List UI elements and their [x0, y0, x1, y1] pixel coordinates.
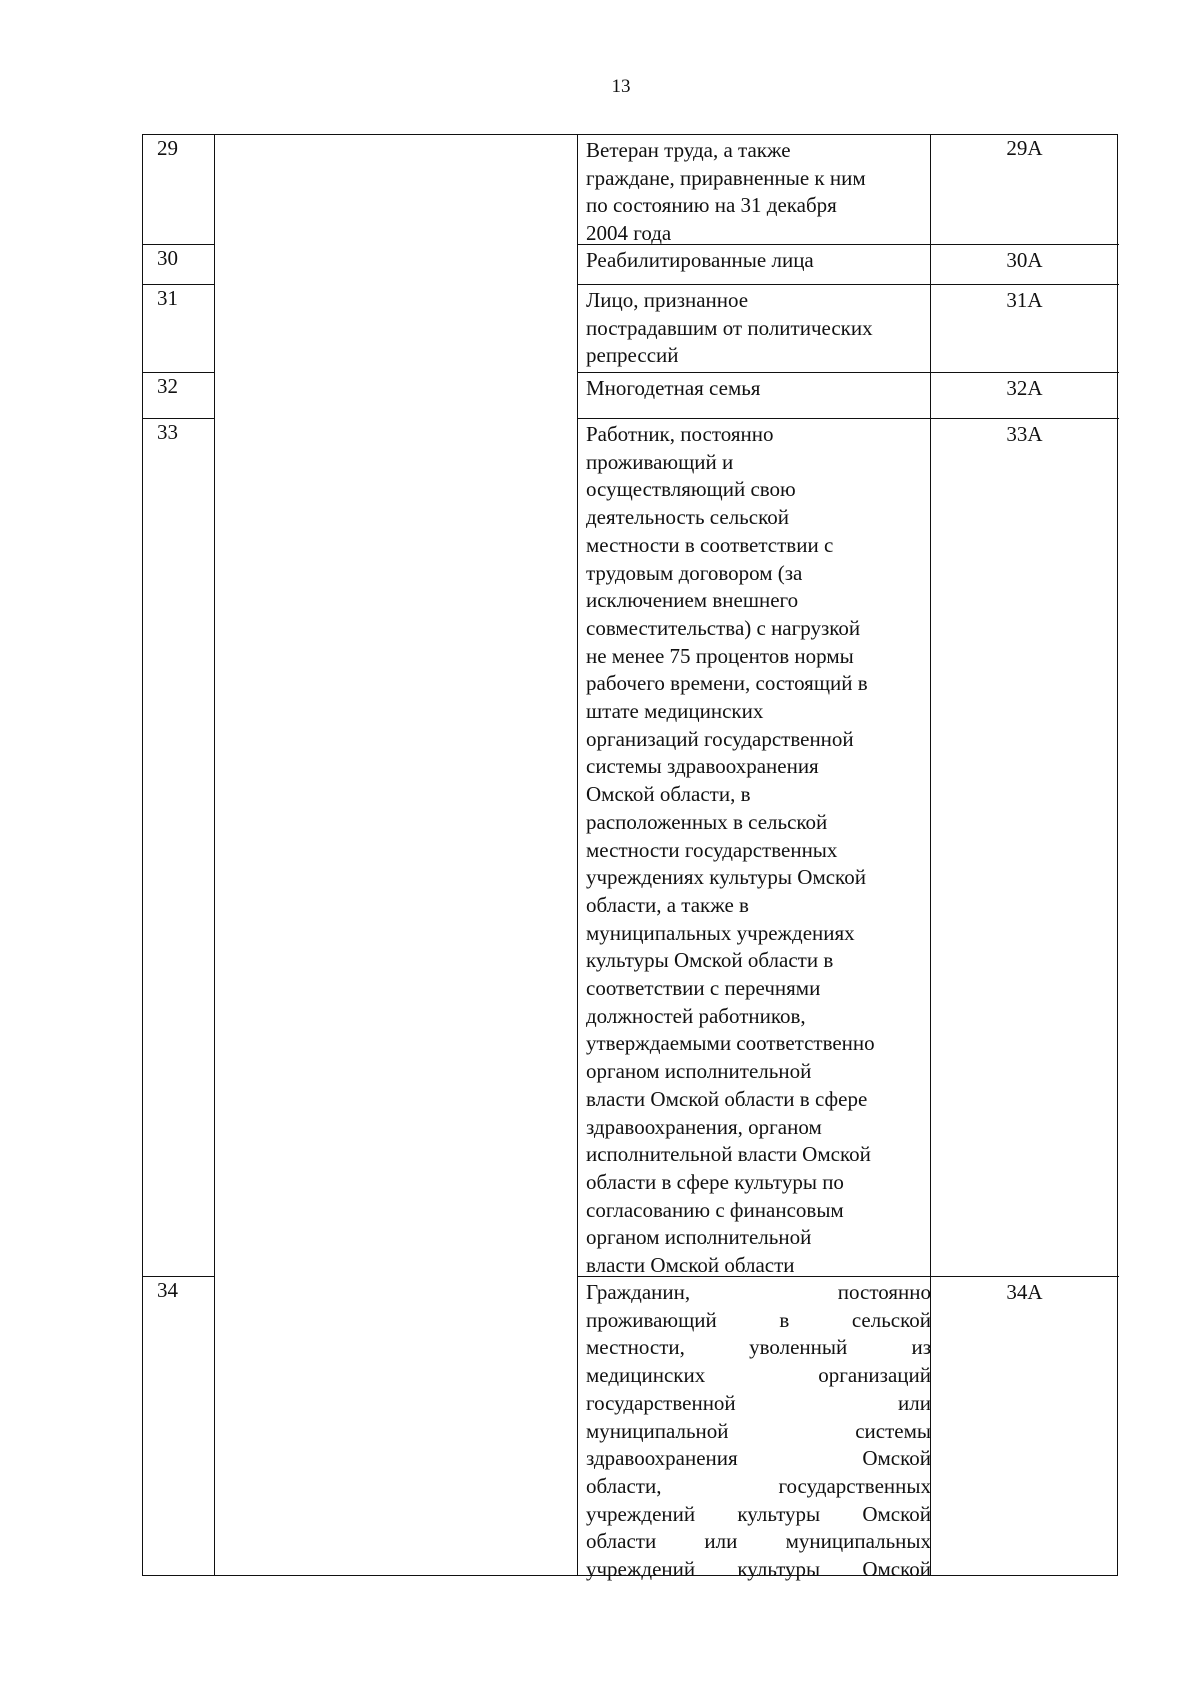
description-line: Работник, постоянно — [586, 422, 774, 446]
description-line: должностей работников, — [586, 1003, 806, 1028]
description-line: деятельность сельской — [586, 505, 789, 530]
row-divider — [577, 418, 1119, 419]
benefits-table — [142, 134, 1118, 1582]
description-line: местности государственных — [586, 837, 838, 862]
description-line: не менее 75 процентов нормы — [586, 643, 854, 668]
row-divider — [577, 372, 1119, 373]
description-line: учреждений культуры Омской — [586, 1501, 931, 1526]
description-line: проживающий и — [586, 449, 734, 474]
row-number: 29 — [157, 136, 178, 160]
description-line: по состоянию на 31 декабря — [586, 193, 837, 218]
description-line: совместительства) с нагрузкой — [586, 615, 861, 640]
row-divider — [143, 244, 214, 245]
description-line: власти Омской области — [586, 1253, 795, 1278]
row-divider — [143, 284, 214, 285]
row-description — [586, 247, 931, 275]
row-description — [586, 1279, 931, 1584]
description-line: исключением внешнего — [586, 588, 799, 613]
row-number: 30 — [157, 246, 178, 270]
description-line: организаций государственной — [586, 726, 854, 751]
description-line: области в сфере культуры по — [586, 1169, 844, 1194]
description-line: власти Омской области в сфере — [586, 1086, 868, 1111]
description-line: рабочего времени, состоящий в — [586, 671, 868, 696]
description-line: местности, уволенный из — [586, 1335, 931, 1360]
row-number: 34 — [157, 1278, 178, 1302]
description-line: учреждениях культуры Омской — [586, 865, 866, 890]
description-line: муниципальной системы — [586, 1418, 931, 1443]
row-number: 32 — [157, 374, 178, 398]
description-line: штате медицинских — [586, 699, 764, 724]
description-line: медицинских организаций — [586, 1363, 931, 1388]
column-divider-2 — [577, 135, 578, 1575]
description-line: 2004 года — [586, 221, 672, 246]
row-description — [586, 375, 931, 403]
description-line: Ветеран труда, а также — [586, 138, 791, 162]
description-line: проживающий в сельской — [586, 1307, 931, 1332]
row-divider — [143, 418, 214, 419]
description-line: местности в соответствии с — [586, 532, 834, 557]
description-line: Многодетная семья — [586, 376, 761, 400]
row-description — [586, 137, 931, 248]
description-line: области, государственных — [586, 1473, 931, 1498]
row-code: 34А — [1006, 1280, 1043, 1304]
description-line: граждане, приравненные к ним — [586, 165, 866, 190]
description-line: Гражданин, постоянно — [586, 1280, 931, 1304]
description-line: репрессий — [586, 343, 679, 368]
row-code: 29А — [1006, 136, 1043, 160]
description-line: здравоохранения, органом — [586, 1114, 822, 1139]
row-divider — [577, 284, 1119, 285]
row-code: 32А — [1006, 376, 1043, 400]
description-line: утверждаемыми соответственно — [586, 1031, 875, 1056]
description-line: области, а также в — [586, 892, 749, 917]
description-line: государственной или — [586, 1390, 931, 1415]
description-line: расположенных в сельской — [586, 809, 828, 834]
description-line: здравоохранения Омской — [586, 1446, 931, 1471]
description-line: согласованию с финансовым — [586, 1197, 844, 1222]
description-line: Лицо, признанное — [586, 288, 749, 312]
description-line: культуры Омской области в — [586, 948, 834, 973]
description-line: органом исполнительной — [586, 1059, 812, 1084]
row-divider — [143, 1276, 214, 1277]
row-description — [586, 287, 931, 370]
description-line: учреждений культуры Омской — [586, 1557, 931, 1582]
description-line: Омской области, в — [586, 782, 751, 807]
description-line: Реабилитированные лица — [586, 248, 814, 272]
description-line: осуществляющий свою — [586, 477, 796, 502]
row-description — [586, 421, 931, 1280]
row-divider — [143, 372, 214, 373]
description-line: соответствии с перечнями — [586, 976, 821, 1001]
description-line: исполнительной власти Омской — [586, 1142, 871, 1167]
column-divider-1 — [214, 135, 215, 1575]
description-line: области или муниципальных — [586, 1529, 931, 1554]
row-code: 33А — [1006, 422, 1043, 446]
row-code: 31А — [1006, 288, 1043, 312]
page-number: 13 — [611, 76, 631, 97]
description-line: трудовым договором (за — [586, 560, 803, 585]
row-number: 33 — [157, 420, 178, 444]
row-number: 31 — [157, 286, 178, 310]
description-line: пострадавшим от политических — [586, 315, 873, 340]
description-line: муниципальных учреждениях — [586, 920, 855, 945]
row-code: 30А — [1006, 248, 1043, 272]
description-line: органом исполнительной — [586, 1225, 812, 1250]
description-line: системы здравоохранения — [586, 754, 819, 779]
